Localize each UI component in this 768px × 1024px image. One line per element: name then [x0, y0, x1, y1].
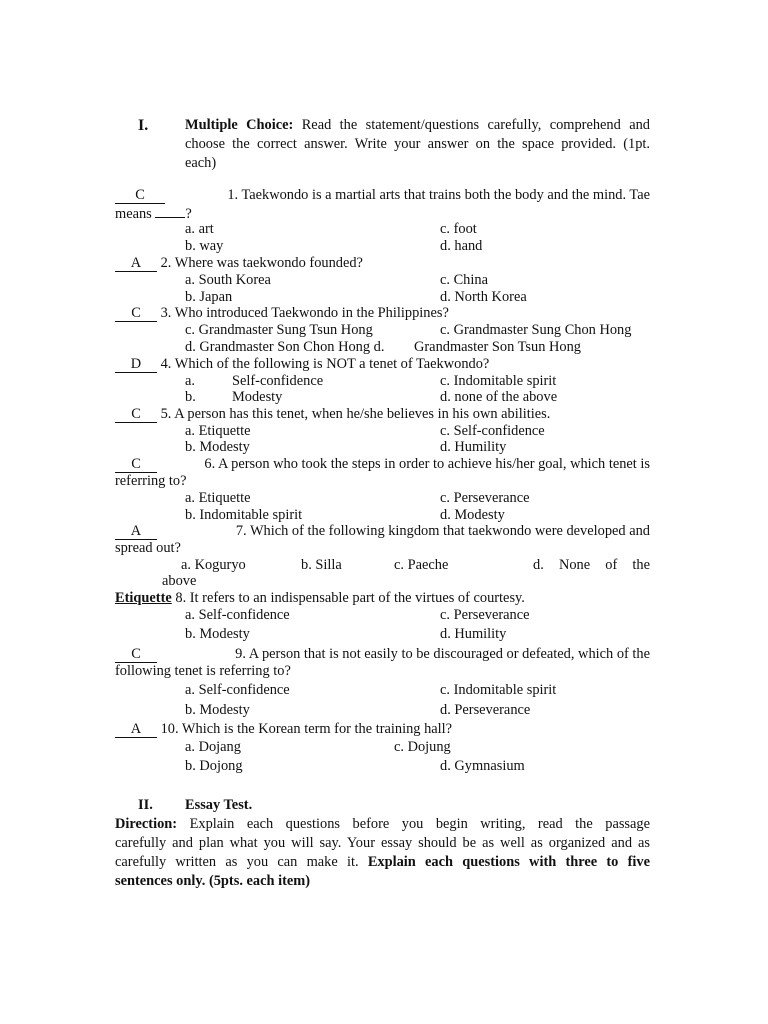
option-4b: Modesty	[232, 389, 283, 405]
essay-direction	[115, 815, 650, 891]
direction-line-2: carefully and plan what you will say. Your essay should be as well as organized and as	[115, 835, 650, 851]
instruction-line-3: each)	[185, 155, 217, 171]
answer-4[interactable]: D	[115, 357, 157, 373]
question-8-text: 8. It refers to an indispensable part of the virtues of courtesy.	[175, 590, 525, 606]
question-6-line-2: referring to?	[115, 473, 187, 489]
answer-5[interactable]: C	[115, 407, 157, 423]
question-6-text: 6. A person who took the steps in order to achieve his/her goal, which tenet is	[204, 456, 650, 472]
option-1b: b. way	[185, 238, 224, 254]
section-2-roman: II.	[138, 797, 153, 813]
option-7c: c. Paeche	[394, 557, 449, 573]
section-1-title: Multiple Choice:	[185, 117, 294, 133]
option-2b: b. Japan	[185, 289, 233, 305]
option-4c: c. Indomitable spirit	[440, 373, 557, 389]
option-5d: d. Humility	[440, 439, 507, 455]
option-1a: a. art	[185, 221, 214, 237]
question-4	[115, 356, 489, 373]
option-8c: c. Perseverance	[440, 607, 530, 623]
question-1	[115, 187, 650, 204]
direction-line-3: carefully written as you can make it.	[115, 854, 359, 870]
question-3-text: 3. Who introduced Taekwondo in the Philippines?	[160, 305, 449, 321]
option-9b: b. Modesty	[185, 702, 250, 718]
option-10c: c. Dojung	[394, 739, 451, 755]
answer-10[interactable]: A	[115, 722, 157, 738]
question-9-line-2: following tenet is referring to?	[115, 663, 291, 679]
option-7a: a. Koguryo	[181, 557, 246, 573]
question-1-line-2	[115, 204, 192, 223]
section-1-roman: I.	[138, 117, 149, 134]
option-8a: a. Self-confidence	[185, 607, 290, 623]
option-10d: d. Gymnasium	[440, 758, 525, 774]
question-2-text: 2. Where was taekwondo founded?	[160, 255, 363, 271]
question-5-text: 5. A person has this tenet, when he/she believes in his own abilities.	[160, 406, 551, 422]
question-7-text: 7. Which of the following kingdom that taekwondo were developed and	[235, 523, 650, 539]
question-8	[115, 590, 525, 607]
instruction-line-1: Read the statement/questions carefully, comprehend and	[301, 117, 650, 133]
question-9-text: 9. A person that is not easily to be discouraged or defeated, which of the	[235, 646, 650, 662]
answer-2[interactable]: A	[115, 256, 157, 272]
direction-label: Direction:	[115, 816, 178, 832]
option-10b: b. Dojong	[185, 758, 243, 774]
option-4b-letter: b.	[185, 389, 196, 405]
question-10-text: 10. Which is the Korean term for the training hall?	[160, 721, 453, 737]
question-6	[115, 456, 650, 473]
option-6a: a. Etiquette	[185, 490, 251, 506]
question-7-line-2: spread out?	[115, 540, 181, 556]
option-7d-word-2: of	[605, 557, 618, 573]
question-9	[115, 646, 650, 663]
question-3	[115, 305, 449, 322]
option-8b: b. Modesty	[185, 626, 250, 642]
option-7b: b. Silla	[301, 557, 342, 573]
question-1-means: means	[115, 206, 152, 222]
option-3c-left: c. Grandmaster Sung Tsun Hong	[185, 322, 373, 338]
option-6d: d. Modesty	[440, 507, 505, 523]
option-10a: a. Dojang	[185, 739, 241, 755]
option-4d: d. none of the above	[440, 389, 558, 405]
instruction-line-2: choose the correct answer. Write your answer on the space provided. (1pt.	[185, 136, 650, 152]
section-2-title: Essay Test.	[185, 797, 253, 813]
answer-9[interactable]: C	[115, 647, 157, 663]
option-4a: Self-confidence	[232, 373, 324, 389]
option-8d: d. Humility	[440, 626, 507, 642]
option-7d-letter: d.	[533, 557, 544, 573]
option-7d-word-1: None	[558, 557, 591, 573]
question-4-text: 4. Which of the following is NOT a tenet of Taekwondo?	[160, 356, 490, 372]
answer-6[interactable]: C	[115, 457, 157, 473]
option-1c: c. foot	[440, 221, 477, 237]
direction-line-4: sentences only. (5pts. each item)	[115, 873, 311, 889]
option-5b: b. Modesty	[185, 439, 250, 455]
option-7d-line-2: above	[162, 573, 197, 589]
answer-8[interactable]: Etiquette	[115, 590, 172, 606]
option-9a: a. Self-confidence	[185, 682, 290, 698]
option-6b: b. Indomitable spirit	[185, 507, 303, 523]
direction-line-3-bold: Explain each questions with three to five	[367, 854, 650, 870]
option-6c: c. Perseverance	[440, 490, 530, 506]
answer-3[interactable]: C	[115, 306, 157, 322]
question-1-text: 1. Taekwondo is a martial arts that trains both the body and the mind. Tae	[227, 187, 650, 203]
option-9d: d. Perseverance	[440, 702, 531, 718]
option-2d: d. North Korea	[440, 289, 527, 305]
option-3d-right: Grandmaster Son Tsun Hong	[414, 339, 582, 355]
direction-line-1: Explain each questions before you begin writing, read the passage	[189, 816, 650, 832]
answer-7[interactable]: A	[115, 524, 157, 540]
option-2c: c. China	[440, 272, 488, 288]
question-1-qmark: ?	[185, 206, 192, 222]
option-9c: c. Indomitable spirit	[440, 682, 557, 698]
option-7d	[533, 557, 650, 574]
question-2	[115, 255, 363, 272]
question-10	[115, 721, 452, 738]
option-5c: c. Self-confidence	[440, 423, 545, 439]
option-3d-left: d. Grandmaster Son Chon Hong d.	[185, 339, 385, 355]
section-1-instructions	[185, 116, 650, 173]
option-3c-right: c. Grandmaster Sung Chon Hong	[440, 322, 632, 338]
question-7	[115, 523, 650, 540]
option-2a: a. South Korea	[185, 272, 271, 288]
option-4a-letter: a.	[185, 373, 195, 389]
answer-1[interactable]: C	[115, 188, 165, 204]
option-1d: d. hand	[440, 238, 483, 254]
option-5a: a. Etiquette	[185, 423, 251, 439]
question-5	[115, 406, 550, 423]
question-1-blank	[155, 204, 185, 218]
option-7d-word-3: the	[632, 557, 650, 573]
